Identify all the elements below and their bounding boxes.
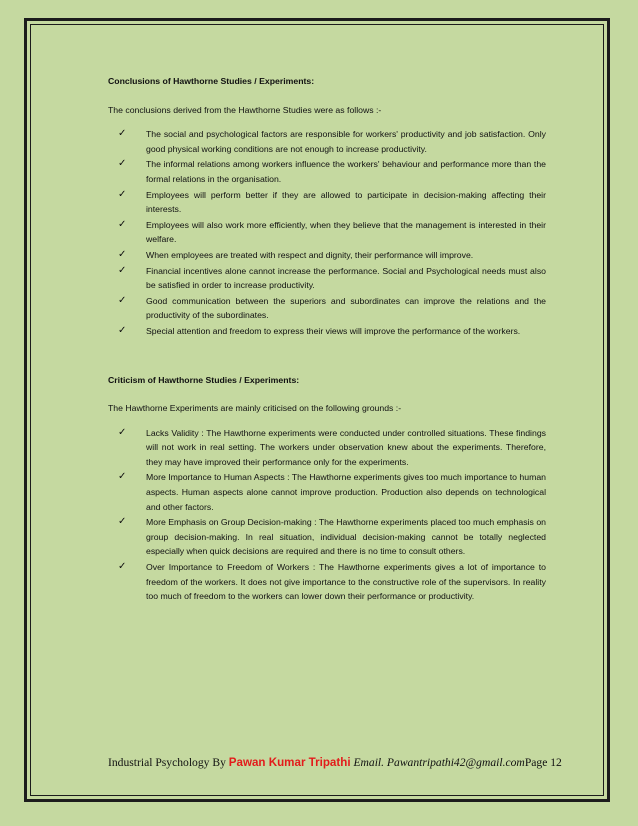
check-mark-icon: ✓	[118, 264, 127, 276]
footer-author: Pawan Kumar Tripathi	[228, 756, 351, 769]
check-mark-icon: ✓	[118, 248, 127, 260]
check-mark-icon: ✓	[118, 561, 127, 573]
list-item: ✓ Good communication between the superiors and subordinates can improve the relations and the productivity of the subordinates.	[118, 294, 546, 321]
check-mark-icon: ✓	[118, 128, 127, 140]
list-item: ✓ The informal relations among workers influence the workers' behaviour and performance more than the formal relations in the organisation.	[118, 158, 546, 184]
list-item: ✓ Lacks Validity : The Hawthorne experiments were conducted under controlled situations. These findings will not work in real setting. The workers under observation knew about the experiments. Therefore, they may have improved their performance only for the experiments.	[118, 426, 546, 467]
footer-prefix: Industrial Psychology By	[108, 756, 229, 769]
document-body	[108, 74, 546, 605]
check-mark-icon: ✓	[118, 516, 127, 528]
footer-page-number: Page 12	[524, 756, 562, 769]
check-mark-icon: ✓	[118, 324, 127, 336]
conclusions-list	[108, 127, 546, 338]
check-mark-icon: ✓	[118, 188, 127, 200]
list-item: ✓ Employees will perform better if they are allowed to participate in decision-making affecting their interests.	[118, 188, 546, 215]
section-heading: Conclusions of Hawthorne Studies / Experiments:	[108, 76, 315, 86]
check-mark-icon: ✓	[118, 158, 127, 170]
section-criticism	[108, 373, 546, 604]
list-item: ✓ The social and psychological factors are responsible for workers' productivity and job satisfaction. Only good physical working conditions are not enough to increase productivity.	[118, 128, 546, 154]
list-item: ✓ More Emphasis on Group Decision-making : The Hawthorne experiments placed too much emphasis on group decision-making. In real situation, individual decision-making cannot be totally neglected especially when quick decisions are required and there is no time to consult others.	[118, 516, 546, 557]
section-intro: The conclusions derived from the Hawthorne Studies were as follows :-	[108, 104, 382, 115]
list-item: ✓ Over Importance to Freedom of Workers : The Hawthorne experiments gives a lot of importance to freedom of the workers. It does not give importance to the constructive role of the supervisors. In reality too much of freedom to the workers can lower down their performance or productivity.	[118, 561, 546, 602]
list-item: ✓ Employees will also work more efficiently, when they believe that the management is interested in their welfare.	[118, 218, 546, 245]
footer-email: Email. Pawantripathi42@gmail.com	[350, 756, 525, 769]
check-mark-icon: ✓	[118, 426, 127, 438]
section-heading: Criticism of Hawthorne Studies / Experiments:	[108, 374, 300, 385]
list-item: ✓ Special attention and freedom to express their views will improve the performance of the workers.	[108, 324, 546, 339]
list-item: ✓ When employees are treated with respect and dignity, their performance will improve.	[108, 248, 546, 263]
check-mark-icon: ✓	[118, 218, 127, 230]
check-mark-icon: ✓	[118, 471, 127, 483]
list-item: ✓ Financial incentives alone cannot increase the performance. Social and Psychological needs must also be satisfied in order to increase productivity.	[118, 264, 546, 291]
list-item: ✓ More Importance to Human Aspects : The Hawthorne experiments gives too much importance to human aspects. Human aspects alone cannot improve production. Production also depends on technological and other factors.	[118, 471, 546, 512]
criticism-list	[108, 426, 546, 604]
section-intro: The Hawthorne Experiments are mainly criticised on the following grounds :-	[108, 403, 402, 414]
check-mark-icon: ✓	[118, 294, 127, 306]
page-footer	[108, 756, 568, 769]
section-conclusions	[108, 74, 546, 339]
